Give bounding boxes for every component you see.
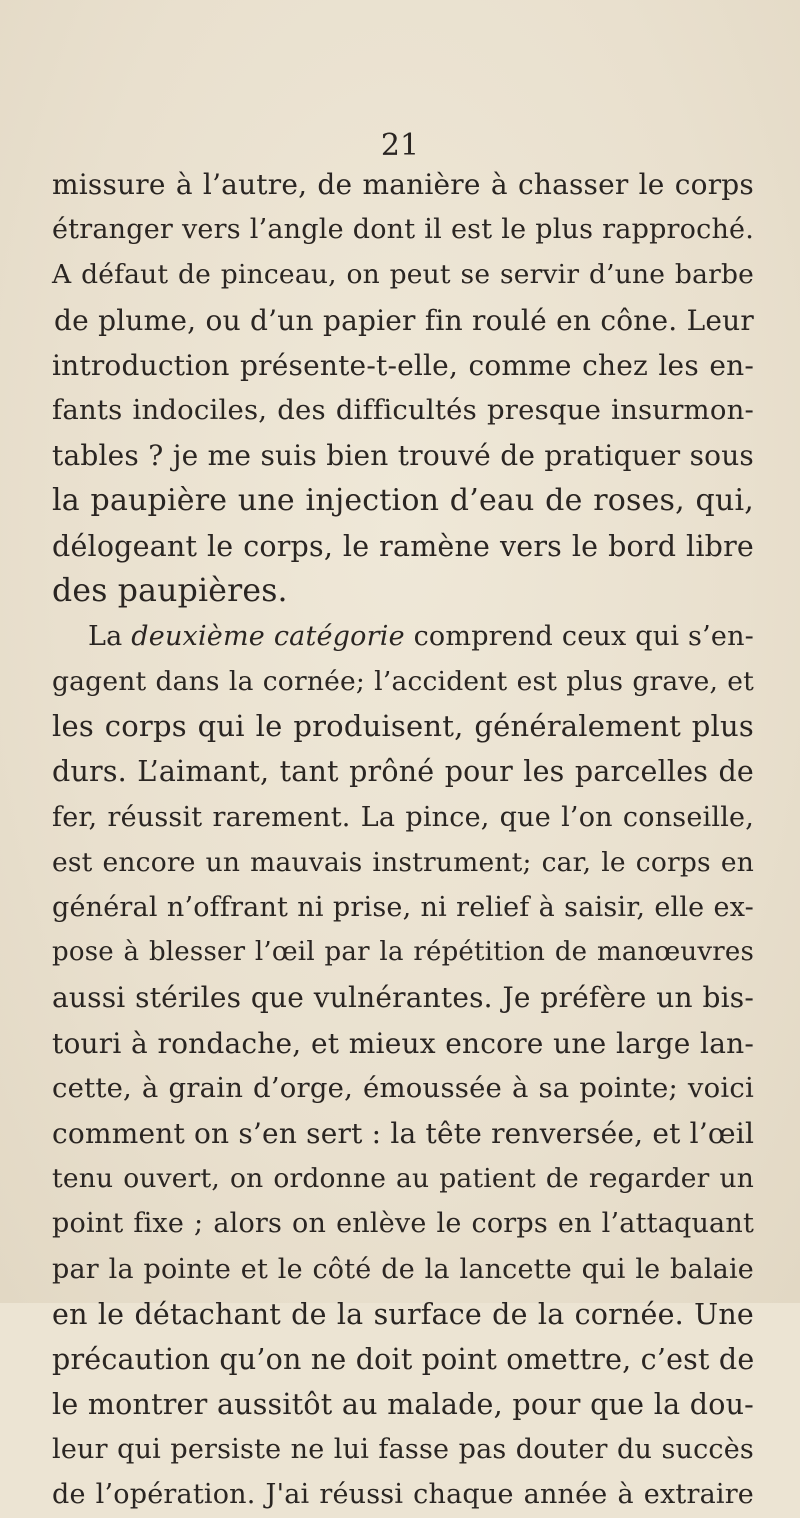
text-line: cette, à grain d’orge, émoussée à sa pointe; voici — [52, 1071, 754, 1104]
text-line: tenu ouvert, on ordonne au patient de regarder un — [52, 1163, 754, 1195]
text-line: le montrer aussitôt au malade, pour que la dou- — [52, 1388, 754, 1422]
text-line: aussi stériles que vulnérantes. Je préfère un bis- — [52, 981, 754, 1015]
text-line: les corps qui le produisent, généralement plus — [52, 709, 754, 744]
text-line: fer, réussit rarement. La pince, que l’on conseille, — [52, 801, 754, 833]
text-line: en le détachant de la surface de la cornée. Une — [52, 1297, 754, 1331]
page-number: 21 — [380, 128, 420, 163]
text-line: gagent dans la cornée; l’accident est plus grave, et — [52, 666, 754, 698]
first-line-after: comprend ceux qui s’en- — [404, 620, 754, 652]
text-line: leur qui persiste ne lui fasse pas douter du succès — [52, 1434, 754, 1466]
text-line: étranger vers l’angle dont il est le plus rapproché. — [52, 214, 754, 246]
text-line: par la pointe et le côté de la lancette qui le balaie — [52, 1253, 754, 1285]
body-text — [52, 162, 754, 1518]
text-line: des paupières. — [52, 572, 288, 609]
text-line: introduction présente-t-elle, comme chez les en- — [52, 348, 754, 382]
text-line: est encore un mauvais instrument; car, le corps en — [52, 846, 754, 878]
text-line: délogeant le corps, le ramène vers le bord libre — [52, 529, 754, 563]
text-line: touri à rondache, et mieux encore une large lan- — [52, 1026, 754, 1060]
text-line: missure à l’autre, de manière à chasser le corps — [52, 168, 754, 201]
text-line: de l’opération. J'ai réussi chaque année à extraire — [52, 1479, 754, 1511]
italic-term: deuxième catégorie — [131, 620, 405, 652]
text-line: tables ? je me suis bien trouvé de pratiquer sous — [52, 439, 754, 473]
text-line: général n’offrant ni prise, ni relief à saisir, elle ex- — [52, 892, 754, 923]
text-line: A défaut de pinceau, on peut se servir d’une barbe — [52, 259, 754, 291]
text-line: point fixe ; alors on enlève le corps en l’attaquant — [52, 1208, 754, 1240]
text-line: pose à blesser l’œil par la répétition de manœuvres — [52, 937, 754, 968]
text-line: comment on s’en sert : la tête renversée, et l’œil — [52, 1116, 755, 1150]
text-line: de plume, ou d’un papier fin roulé en cône. Leur — [54, 303, 754, 337]
text-line: fants indociles, des difficultés presque insurmon- — [52, 393, 754, 426]
text-line: précaution qu’on ne doit point omettre, c’est de — [52, 1342, 755, 1376]
text-line: durs. L’aimant, tant prôné pour les parcelles de — [52, 755, 754, 789]
first-line-before: La — [88, 620, 132, 652]
paragraph-first-line — [52, 614, 754, 659]
text-line: la paupière une injection d’eau de roses, qui, — [52, 483, 754, 519]
